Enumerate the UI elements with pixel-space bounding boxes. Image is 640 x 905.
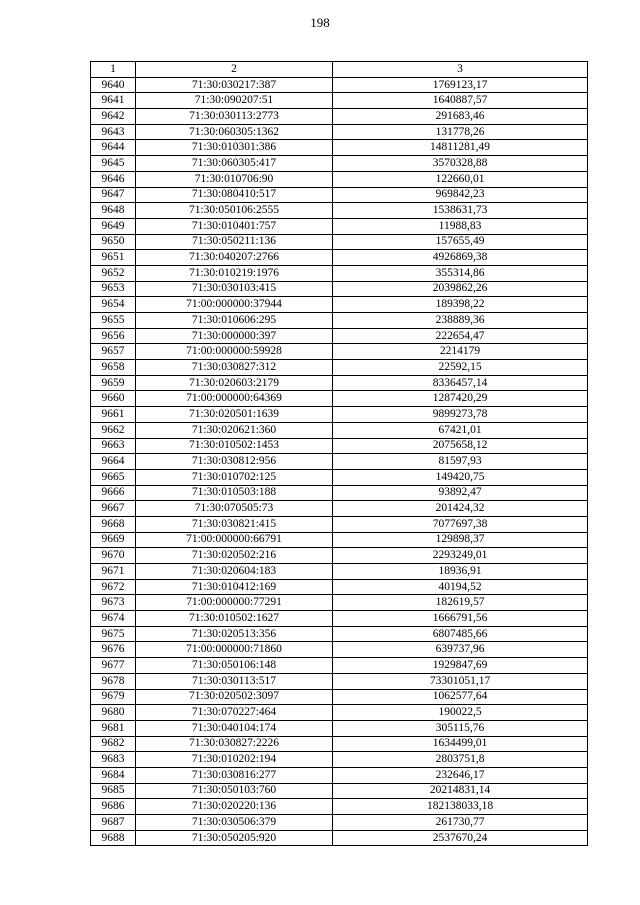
value-cell: 1287420,29 [333,391,588,407]
cadastral-number-cell: 71:30:050211:136 [136,234,333,250]
table-row [91,611,588,627]
value-cell: 122660,01 [333,171,588,187]
row-number-cell: 9644 [91,140,136,156]
data-table [90,61,588,846]
cadastral-number-cell: 71:30:050106:148 [136,658,333,674]
value-cell: 4926869,38 [333,250,588,266]
cadastral-number-cell: 71:30:010401:757 [136,218,333,234]
value-cell: 20214831,14 [333,783,588,799]
table-row [91,595,588,611]
row-number-cell: 9660 [91,391,136,407]
table-row [91,187,588,203]
cadastral-number-cell: 71:30:030821:415 [136,516,333,532]
value-cell: 1929847,69 [333,658,588,674]
row-number-cell: 9643 [91,124,136,140]
value-cell: 1062577,64 [333,689,588,705]
value-cell: 11988,83 [333,218,588,234]
row-number-cell: 9683 [91,752,136,768]
row-number-cell: 9655 [91,313,136,329]
row-number-cell: 9686 [91,799,136,815]
cadastral-number-cell: 71:30:090207:51 [136,93,333,109]
value-cell: 18936,91 [333,564,588,580]
row-number-cell: 9642 [91,109,136,125]
row-number-cell: 9668 [91,516,136,532]
table-row [91,799,588,815]
cadastral-number-cell: 71:30:020501:1639 [136,407,333,423]
value-cell: 261730,77 [333,815,588,831]
cadastral-number-cell: 71:30:030816:277 [136,767,333,783]
row-number-cell: 9658 [91,360,136,376]
cadastral-number-cell: 71:30:040104:174 [136,720,333,736]
row-number-cell: 9680 [91,705,136,721]
row-number-cell: 9661 [91,407,136,423]
row-number-cell: 9657 [91,344,136,360]
value-cell: 291683,46 [333,109,588,125]
cadastral-number-cell: 71:30:030827:312 [136,360,333,376]
table-row [91,77,588,93]
value-cell: 1634499,01 [333,736,588,752]
cadastral-number-cell: 71:30:030217:387 [136,77,333,93]
value-cell: 969842,23 [333,187,588,203]
table-row [91,658,588,674]
row-number-cell: 9677 [91,658,136,674]
row-number-cell: 9684 [91,767,136,783]
value-cell: 7077697,38 [333,516,588,532]
table-row [91,438,588,454]
table-row [91,234,588,250]
value-cell: 131778,26 [333,124,588,140]
cadastral-number-cell: 71:30:000000:397 [136,328,333,344]
row-number-cell: 9671 [91,564,136,580]
cadastral-number-cell: 71:00:000000:66791 [136,532,333,548]
row-number-cell: 9676 [91,642,136,658]
cadastral-number-cell: 71:30:030506:379 [136,815,333,831]
row-number-cell: 9648 [91,203,136,219]
table-row [91,313,588,329]
cadastral-number-cell: 71:30:050103:760 [136,783,333,799]
cadastral-number-cell: 71:30:020513:356 [136,626,333,642]
table-row [91,297,588,313]
column-header-2: 2 [136,62,333,78]
table-row [91,548,588,564]
cadastral-number-cell: 71:00:000000:77291 [136,595,333,611]
row-number-cell: 9654 [91,297,136,313]
table-row [91,815,588,831]
table-body [91,77,588,846]
value-cell: 2039862,26 [333,281,588,297]
table-row [91,673,588,689]
cadastral-number-cell: 71:30:060305:417 [136,156,333,172]
cadastral-number-cell: 71:30:010702:125 [136,469,333,485]
value-cell: 232646,17 [333,767,588,783]
table-row [91,532,588,548]
cadastral-number-cell: 71:00:000000:59928 [136,344,333,360]
row-number-cell: 9665 [91,469,136,485]
row-number-cell: 9645 [91,156,136,172]
header-row [91,62,588,78]
row-number-cell: 9672 [91,579,136,595]
value-cell: 1640887,57 [333,93,588,109]
cadastral-number-cell: 71:30:030812:956 [136,454,333,470]
table-row [91,705,588,721]
table-row [91,344,588,360]
value-cell: 149420,75 [333,469,588,485]
row-number-cell: 9640 [91,77,136,93]
value-cell: 182138033,18 [333,799,588,815]
value-cell: 2537670,24 [333,830,588,846]
cadastral-number-cell: 71:00:000000:64369 [136,391,333,407]
value-cell: 2075658,12 [333,438,588,454]
table-row [91,516,588,532]
table-row [91,564,588,580]
cadastral-number-cell: 71:30:070505:73 [136,501,333,517]
cadastral-number-cell: 71:30:010219:1976 [136,265,333,281]
table-row [91,485,588,501]
cadastral-number-cell: 71:30:040207:2766 [136,250,333,266]
table-header [91,62,588,78]
value-cell: 14811281,49 [333,140,588,156]
value-cell: 73301051,17 [333,673,588,689]
table-row [91,830,588,846]
cadastral-number-cell: 71:30:020502:3097 [136,689,333,705]
table-row [91,752,588,768]
cadastral-number-cell: 71:30:050106:2555 [136,203,333,219]
table-row [91,218,588,234]
row-number-cell: 9666 [91,485,136,501]
table-row [91,265,588,281]
cadastral-number-cell: 71:30:070227:464 [136,705,333,721]
column-header-3: 3 [333,62,588,78]
table-row [91,642,588,658]
table-row [91,501,588,517]
table-row [91,360,588,376]
cadastral-number-cell: 71:30:050205:920 [136,830,333,846]
value-cell: 1538631,73 [333,203,588,219]
table-row [91,203,588,219]
value-cell: 182619,57 [333,595,588,611]
row-number-cell: 9652 [91,265,136,281]
row-number-cell: 9674 [91,611,136,627]
table-row [91,767,588,783]
cadastral-number-cell: 71:30:030113:2773 [136,109,333,125]
cadastral-number-cell: 71:30:010503:188 [136,485,333,501]
row-number-cell: 9650 [91,234,136,250]
table-row [91,281,588,297]
cadastral-number-cell: 71:30:020621:360 [136,422,333,438]
table-row [91,454,588,470]
value-cell: 22592,15 [333,360,588,376]
cadastral-number-cell: 71:30:020604:183 [136,564,333,580]
table-row [91,140,588,156]
cadastral-number-cell: 71:00:000000:37944 [136,297,333,313]
row-number-cell: 9653 [91,281,136,297]
row-number-cell: 9675 [91,626,136,642]
table-row [91,469,588,485]
table-row [91,736,588,752]
table-row [91,156,588,172]
value-cell: 355314,86 [333,265,588,281]
table-row [91,422,588,438]
value-cell: 201424,32 [333,501,588,517]
table-row [91,391,588,407]
row-number-cell: 9678 [91,673,136,689]
cadastral-number-cell: 71:30:010202:194 [136,752,333,768]
row-number-cell: 9649 [91,218,136,234]
cadastral-number-cell: 71:30:030827:2226 [136,736,333,752]
table-row [91,124,588,140]
value-cell: 222654,47 [333,328,588,344]
table-row [91,783,588,799]
table-row [91,720,588,736]
table-row [91,93,588,109]
row-number-cell: 9663 [91,438,136,454]
value-cell: 3570328,88 [333,156,588,172]
row-number-cell: 9659 [91,375,136,391]
value-cell: 305115,76 [333,720,588,736]
value-cell: 190022,5 [333,705,588,721]
cadastral-number-cell: 71:30:010301:386 [136,140,333,156]
row-number-cell: 9669 [91,532,136,548]
value-cell: 129898,37 [333,532,588,548]
cadastral-number-cell: 71:30:010412:169 [136,579,333,595]
table-row [91,375,588,391]
value-cell: 639737,96 [333,642,588,658]
value-cell: 189398,22 [333,297,588,313]
row-number-cell: 9662 [91,422,136,438]
value-cell: 1769123,17 [333,77,588,93]
cadastral-number-cell: 71:00:000000:71860 [136,642,333,658]
page-number: 198 [310,15,330,30]
row-number-cell: 9685 [91,783,136,799]
table-row [91,626,588,642]
table-row [91,171,588,187]
cadastral-number-cell: 71:30:010706:90 [136,171,333,187]
row-number-cell: 9682 [91,736,136,752]
row-number-cell: 9687 [91,815,136,831]
value-cell: 238889,36 [333,313,588,329]
cadastral-number-cell: 71:30:030113:517 [136,673,333,689]
value-cell: 2214179 [333,344,588,360]
cadastral-number-cell: 71:30:020603:2179 [136,375,333,391]
row-number-cell: 9641 [91,93,136,109]
cadastral-number-cell: 71:30:080410:517 [136,187,333,203]
cadastral-number-cell: 71:30:010502:1453 [136,438,333,454]
value-cell: 93892,47 [333,485,588,501]
cadastral-number-cell: 71:30:020502:216 [136,548,333,564]
value-cell: 1666791,56 [333,611,588,627]
row-number-cell: 9673 [91,595,136,611]
row-number-cell: 9656 [91,328,136,344]
table-row [91,250,588,266]
row-number-cell: 9667 [91,501,136,517]
row-number-cell: 9664 [91,454,136,470]
cadastral-number-cell: 71:30:030103:415 [136,281,333,297]
value-cell: 6807485,66 [333,626,588,642]
cadastral-number-cell: 71:30:010502:1627 [136,611,333,627]
value-cell: 9899273,78 [333,407,588,423]
value-cell: 40194,52 [333,579,588,595]
row-number-cell: 9670 [91,548,136,564]
row-number-cell: 9647 [91,187,136,203]
value-cell: 2803751,8 [333,752,588,768]
table-row [91,407,588,423]
cadastral-number-cell: 71:30:060305:1362 [136,124,333,140]
row-number-cell: 9688 [91,830,136,846]
value-cell: 2293249,01 [333,548,588,564]
table-row [91,109,588,125]
table-row [91,328,588,344]
row-number-cell: 9651 [91,250,136,266]
row-number-cell: 9679 [91,689,136,705]
row-number-cell: 9646 [91,171,136,187]
table-row [91,689,588,705]
value-cell: 81597,93 [333,454,588,470]
row-number-cell: 9681 [91,720,136,736]
value-cell: 8336457,14 [333,375,588,391]
table-row [91,579,588,595]
value-cell: 157655,49 [333,234,588,250]
column-header-1: 1 [91,62,136,78]
cadastral-number-cell: 71:30:020220:136 [136,799,333,815]
value-cell: 67421,01 [333,422,588,438]
cadastral-number-cell: 71:30:010606:295 [136,313,333,329]
